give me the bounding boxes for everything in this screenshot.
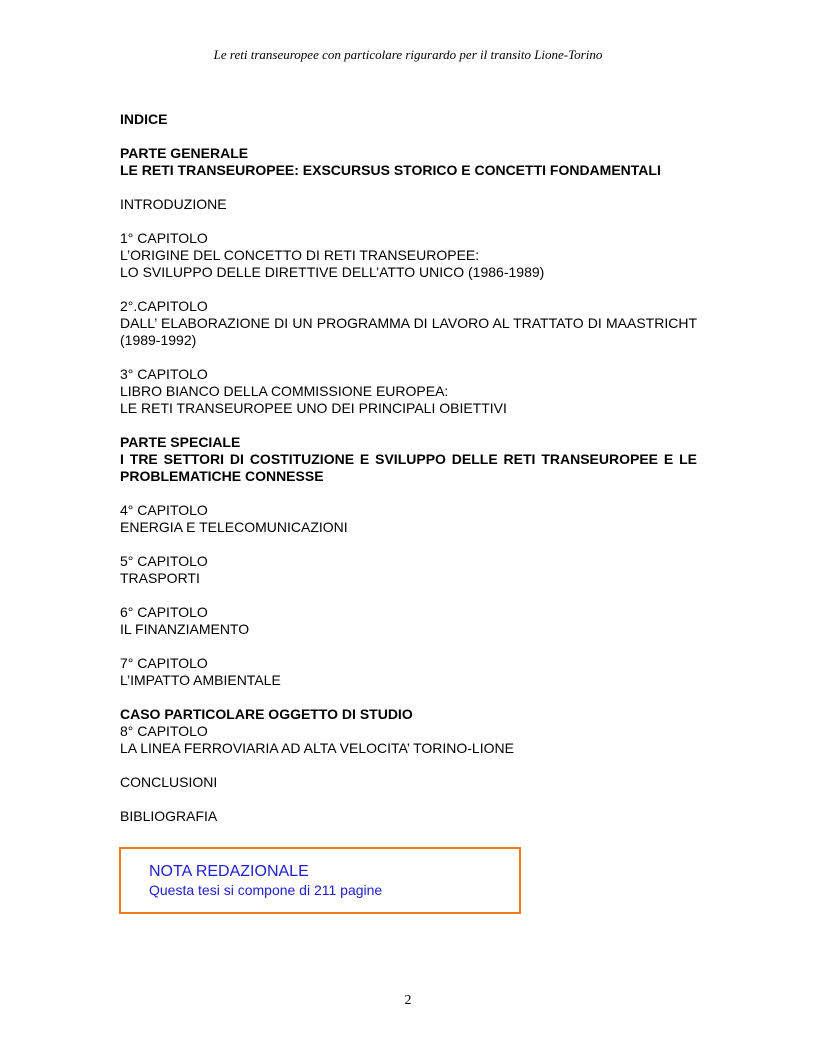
caso-particolare-heading: CASO PARTICOLARE OGGETTO DI STUDIO — [120, 706, 413, 722]
parte-speciale-heading: PARTE SPECIALE — [120, 434, 241, 450]
bibliografia-entry: BIBLIOGRAFIA — [120, 808, 218, 824]
chapter-8-title: LA LINEA FERROVIARIA AD ALTA VELOCITA’ TORINO-LIONE — [120, 740, 514, 756]
parte-generale-heading: PARTE GENERALE — [120, 145, 249, 161]
chapter-4-label: 4° CAPITOLO — [120, 502, 208, 518]
chapter-4-title: ENERGIA E TELECOMUNICAZIONI — [120, 519, 348, 535]
page-number: 2 — [404, 993, 412, 1008]
chapter-7-title: L’IMPATTO AMBIENTALE — [120, 672, 281, 688]
chapter-1-title-line1: L’ORIGINE DEL CONCETTO DI RETI TRANSEUROPEE: — [120, 247, 480, 263]
chapter-1-label: 1° CAPITOLO — [120, 230, 208, 246]
editorial-note-text: Questa tesi si compone di 211 pagine — [149, 882, 383, 898]
parte-speciale-subheading: I TRE SETTORI DI COSTITUZIONE E SVILUPPO DELLE RETI TRANSEUROPEE E LE PROBLEMATICHE CONNESSE — [120, 451, 697, 484]
chapter-6-label: 6° CAPITOLO — [120, 604, 208, 620]
chapter-6-title: IL FINANZIAMENTO — [120, 621, 250, 637]
chapter-1-title-line2: LO SVILUPPO DELLE DIRETTIVE DELL’ATTO UNICO (1986-1989) — [120, 264, 545, 280]
conclusioni-entry: CONCLUSIONI — [120, 774, 218, 790]
chapter-8-label: 8° CAPITOLO — [120, 723, 208, 739]
editorial-note-box — [119, 847, 521, 914]
table-of-contents — [120, 111, 697, 825]
chapter-2-title: DALL’ ELABORAZIONE DI UN PROGRAMMA DI LAVORO AL TRATTATO DI MAASTRICHT (1989-1992) — [120, 315, 697, 348]
introduzione-entry: INTRODUZIONE — [120, 196, 227, 212]
chapter-3-title-line1: LIBRO BIANCO DELLA COMMISSIONE EUROPEA: — [120, 383, 449, 399]
toc-title: INDICE — [120, 111, 168, 127]
chapter-2-label: 2°.CAPITOLO — [120, 298, 208, 314]
chapter-5-title: TRASPORTI — [120, 570, 200, 586]
chapter-5-label: 5° CAPITOLO — [120, 553, 208, 569]
chapter-3-label: 3° CAPITOLO — [120, 366, 208, 382]
running-header: Le reti transeuropee con particolare rigurardo per il transito Lione-Torino — [213, 47, 603, 62]
parte-generale-subheading: LE RETI TRANSEUROPEE: EXSCURSUS STORICO E CONCETTI FONDAMENTALI — [120, 162, 661, 178]
editorial-note-title: NOTA REDAZIONALE — [149, 863, 309, 880]
chapter-3-title-line2: LE RETI TRANSEUROPEE UNO DEI PRINCIPALI OBIETTIVI — [120, 400, 507, 416]
chapter-7-label: 7° CAPITOLO — [120, 655, 208, 671]
